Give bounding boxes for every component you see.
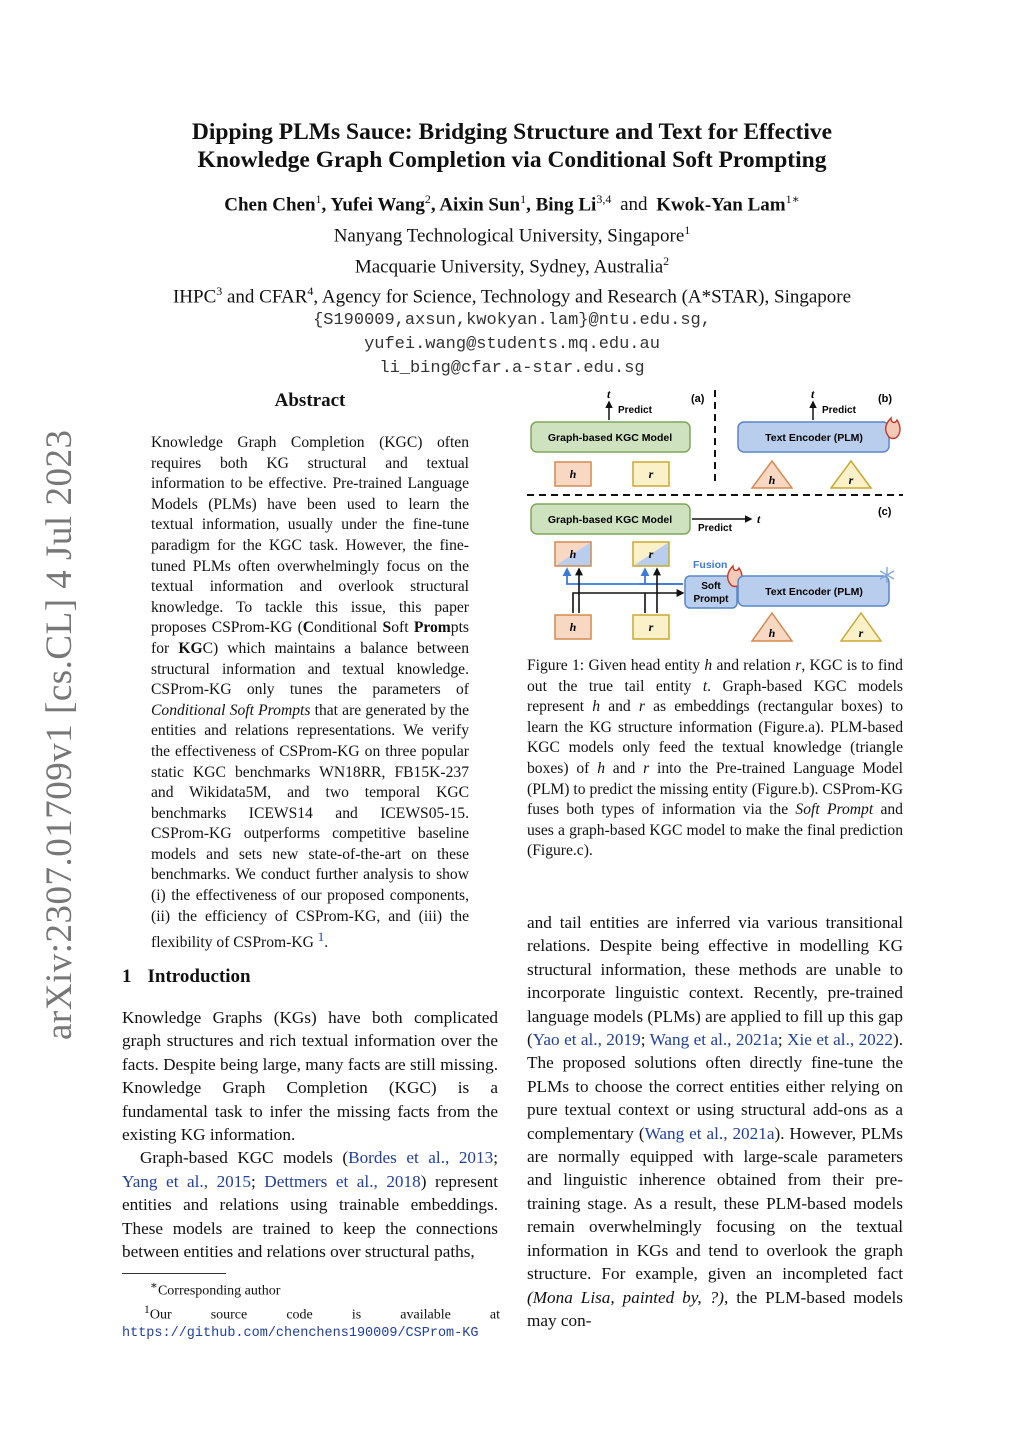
caption-text: . Graph-based KGC models represent bbox=[527, 677, 903, 716]
fusion-label: Fusion bbox=[693, 559, 728, 571]
abstract-text: ) which maintains a balance between structural information and textual knowledge. CSProm-KG only tunes the parameters of bbox=[151, 639, 469, 699]
affiliation-mark: 3 bbox=[216, 283, 223, 298]
affiliation-text: , Agency for Science, Technology and Research (A*STAR), Singapore bbox=[313, 286, 852, 308]
footnote-text: Our source code is available at bbox=[149, 1307, 500, 1323]
citation-link[interactable]: Dettmers et al., 2018 bbox=[264, 1171, 421, 1191]
output-t-label: t bbox=[757, 512, 761, 526]
intro-body bbox=[122, 1006, 498, 1263]
affiliation-3 bbox=[0, 279, 1024, 309]
acronym-letter: KG bbox=[178, 639, 203, 657]
example-fact: (Mona Lisa, painted by, ?) bbox=[527, 1287, 724, 1307]
math-var: r bbox=[643, 759, 650, 777]
text-encoder-label: Text Encoder (PLM) bbox=[765, 432, 863, 444]
acronym-letter: C bbox=[302, 619, 315, 637]
section-number: 1 bbox=[122, 966, 132, 987]
abstract-text: onditional bbox=[314, 619, 383, 637]
body-text: ; bbox=[250, 1171, 265, 1191]
math-var: h bbox=[597, 759, 605, 777]
predict-label: Predict bbox=[698, 523, 732, 534]
abstract-text: that are generated by the entities and relations representations. We verify the effectiveness of CSProm-KG on three popular static KGC benchmarks WN18RR, FB15K-237 and Wikidata5M, and two temporal KGC benchmarks ICEWS14 and ICEWS05-15. CSProm-KG outperforms competitive baseline models and sets new state-of-the-art on these benchmarks. We conduct further analysis to show (i) the effectiveness of our proposed components, (ii) the efficiency of CSProm-KG, and (iii) the flexibility of CSProm-KG bbox=[151, 701, 470, 952]
citation-link[interactable]: Yao et al., 2019 bbox=[532, 1030, 641, 1050]
affiliation-mark: 1 bbox=[684, 223, 691, 238]
and-word: and bbox=[620, 194, 648, 216]
paper-header bbox=[0, 118, 1024, 381]
math-var: h bbox=[592, 698, 601, 716]
abstract-body bbox=[151, 433, 469, 954]
abstract-text: pts for bbox=[151, 619, 469, 657]
author-name: Bing Li bbox=[535, 194, 597, 216]
caption-text: and bbox=[600, 698, 639, 716]
graph-kgc-model-label: Graph-based KGC Model bbox=[547, 514, 673, 526]
affiliation-text: IHPC bbox=[172, 286, 217, 308]
body-text: ). The proposed solutions often directly fine-tune the PLMs to choose the correct entities either relying on pure textual context or using structural add-ons as a complementary ( bbox=[527, 1030, 903, 1143]
caption-text: and uses a graph-based KGC model to make the final prediction (Figure.c). bbox=[527, 801, 903, 860]
figure-1-diagram bbox=[525, 385, 910, 645]
figure-1-caption bbox=[527, 656, 903, 862]
affiliation-2 bbox=[0, 249, 1024, 279]
intro-paragraph-2 bbox=[122, 1146, 498, 1263]
citation-link[interactable]: Bordes et al., 2013 bbox=[348, 1148, 494, 1168]
body-paragraph bbox=[527, 911, 903, 1332]
affiliation-1 bbox=[0, 218, 1024, 248]
affiliation-text: Macquarie University, Sydney, Australia bbox=[354, 255, 664, 277]
arxiv-identifier: arXiv:2307.01709v1 [cs.CL] 4 Jul 2023 bbox=[39, 429, 80, 1040]
abstract-text: C bbox=[202, 639, 213, 657]
math-var: h bbox=[704, 657, 713, 674]
soft-prompt-label-line1: Soft bbox=[701, 581, 721, 592]
output-t-label: t bbox=[811, 387, 815, 401]
citation-link[interactable]: Yang et al., 2015 bbox=[122, 1171, 251, 1191]
output-t-label: t bbox=[607, 387, 611, 401]
fused-relation-label: r bbox=[648, 547, 654, 561]
footnote-link[interactable]: 1 bbox=[317, 929, 325, 945]
text-encoder-label: Text Encoder (PLM) bbox=[765, 586, 863, 598]
author-name: Yufei Wang bbox=[330, 194, 425, 216]
acronym-letter: Prom bbox=[413, 619, 451, 637]
footnote-code bbox=[122, 1301, 500, 1344]
author-affiliation-mark: 2 bbox=[424, 192, 431, 206]
predict-label: Predict bbox=[822, 405, 856, 416]
email-line: li_bing@cfar.a-star.edu.sg bbox=[379, 359, 645, 379]
body-text: ). However, PLMs are normally equipped with large-scale parameters and linguistic inherence obtained from their pre-training stage. As a result, these PLM-based models remain overwhelmingly focusing on the textual information in KGs and tend to overlook the graph structure. For example, given an incompleted fact bbox=[527, 1123, 903, 1284]
abstract-heading: Abstract bbox=[274, 390, 346, 411]
body-text: ) represent entities and relations using trainable embeddings. These models are trained to keep the connections between entities and relations over structural paths, bbox=[122, 1171, 498, 1262]
soft-prompt-label-line2: Prompt bbox=[693, 594, 729, 605]
abstract-italic: Conditional Soft Prompts bbox=[151, 701, 311, 719]
affiliation-mark: 4 bbox=[307, 283, 314, 298]
caption-italic: Soft Prompt bbox=[795, 801, 874, 819]
head-text-label: h bbox=[768, 473, 776, 487]
section-heading-introduction bbox=[122, 966, 251, 988]
affiliation-text: Nanyang Technological University, Singapore bbox=[333, 225, 685, 247]
relation-text-label: r bbox=[848, 473, 854, 487]
footnote-rule bbox=[122, 1273, 226, 1274]
author-list: Chen Chen$^1$, Yufei Wang$^2$, Aixin Sun$^1$, Bing Li$^{3,4}$ and Kwok-Yan Lam$^{1∗}$ bbox=[224, 192, 800, 216]
acronym-letter: S bbox=[382, 619, 392, 637]
citation-link[interactable]: Wang et al., 2021a bbox=[649, 1030, 778, 1050]
caption-text: and bbox=[604, 759, 644, 777]
abstract-text: oft bbox=[391, 619, 414, 637]
predict-label: Predict bbox=[618, 405, 652, 416]
right-column-body bbox=[527, 911, 903, 1332]
affiliation-mark: 2 bbox=[663, 253, 670, 268]
panel-b-label: (b) bbox=[878, 393, 893, 405]
fire-icon bbox=[886, 418, 900, 439]
panel-c-label: (c) bbox=[878, 506, 892, 518]
code-url-link[interactable]: https://github.com/chenchens190009/CSProm-KG bbox=[122, 1326, 479, 1342]
section-title: Introduction bbox=[147, 966, 251, 987]
footnote-corresponding bbox=[122, 1277, 500, 1301]
relation-embedding-label: r bbox=[648, 620, 654, 634]
intro-paragraph-1: Knowledge Graphs (KGs) have both complicated graph structures and rich textual information over the facts. Despite being large, many facts are still missing. Knowledge Graph Completion (KGC) is a fundamental task to infer the missing facts from the existing KG information. bbox=[122, 1008, 498, 1145]
caption-text: as embeddings (rectangular boxes) to learn the KG structure information (Figure.a). PLM-based KGC models only feed the textual knowledge (triangle boxes) of bbox=[527, 698, 903, 777]
abstract-text: . bbox=[324, 934, 329, 952]
footnote-mark: ∗ bbox=[150, 1279, 158, 1292]
body-text: ; bbox=[640, 1030, 650, 1050]
math-var: t bbox=[702, 677, 708, 695]
body-text: , the PLM-based models may con- bbox=[527, 1287, 903, 1330]
graph-kgc-model-label: Graph-based KGC Model bbox=[547, 432, 673, 444]
author-affiliation-mark: 1 bbox=[520, 192, 527, 206]
caption-text: Figure 1: Given head entity bbox=[527, 657, 705, 674]
body-text: and tail entities are inferred via various transitional relations. Despite being effective in modelling KG structural information, these methods are unable to incorporate linguistic context. Recently, pre-trained language models (PLMs) are applied to fill up this gap ( bbox=[527, 913, 903, 1050]
panel-a-label: (a) bbox=[691, 393, 705, 405]
email-line: yufei.wang@students.mq.edu.au bbox=[364, 335, 660, 355]
affiliation-text: and CFAR bbox=[222, 286, 308, 308]
caption-text: , KGC is to find out the true tail entity bbox=[527, 657, 903, 695]
citation-link[interactable]: Wang et al., 2021a bbox=[644, 1123, 775, 1143]
caption-text: into the Pre-trained Language Model (PLM) to predict the missing entity (Figure.b). CSProm-KG fuses both types of information via the bbox=[527, 759, 904, 819]
head-embedding-label: h bbox=[569, 620, 577, 634]
input-arrow bbox=[573, 593, 683, 613]
email-line: {S190009,axsun,kwokyan.lam}@ntu.edu.sg, bbox=[313, 311, 711, 331]
caption-text: and relation bbox=[712, 657, 796, 674]
math-var: r bbox=[638, 698, 645, 716]
body-text: Graph-based KGC models ( bbox=[140, 1148, 349, 1168]
abstract-text: Knowledge Graph Completion (KGC) often requires both KG structural and textual information to be effective. Pre-trained Language Models (PLMs) have been used to learn the textual information, usually under the fine-tune paradigm for the KGC task. However, the fine-tuned PLMs often overwhelmingly focus on the textual information and overlook structural knowledge. To tackle this issue, this paper proposes CSProm-KG ( bbox=[151, 434, 469, 637]
math-var: r bbox=[795, 657, 802, 674]
relation-text-label: r bbox=[858, 626, 864, 640]
relation-embedding-label: r bbox=[648, 467, 654, 481]
title-line-1: Dipping PLMs Sauce: Bridging Structure and Text for Effective bbox=[191, 119, 833, 145]
head-embedding-label: h bbox=[569, 467, 577, 481]
paper-title bbox=[0, 118, 1024, 174]
citation-link[interactable]: Xie et al., 2022 bbox=[787, 1030, 893, 1050]
author-affiliation-mark: 1 bbox=[315, 192, 322, 206]
body-text: ; bbox=[493, 1148, 498, 1168]
fusion-arrow bbox=[567, 569, 683, 584]
footnote-mark: 1 bbox=[144, 1302, 150, 1316]
author-affiliation-mark: 1∗ bbox=[785, 192, 800, 206]
footnote-text: Corresponding author bbox=[157, 1283, 281, 1299]
body-text: ; bbox=[777, 1030, 788, 1050]
author-name: Aixin Sun bbox=[439, 194, 521, 216]
head-text-label: h bbox=[768, 626, 776, 640]
fused-head-label: h bbox=[569, 547, 577, 561]
author-affiliation-mark: 3,4 bbox=[596, 192, 612, 206]
author-name: Kwok-Yan Lam bbox=[656, 194, 786, 216]
title-line-2: Knowledge Graph Completion via Conditional Soft Prompting bbox=[197, 147, 827, 173]
author-name: Chen Chen bbox=[224, 194, 316, 216]
footnotes bbox=[122, 1277, 500, 1343]
